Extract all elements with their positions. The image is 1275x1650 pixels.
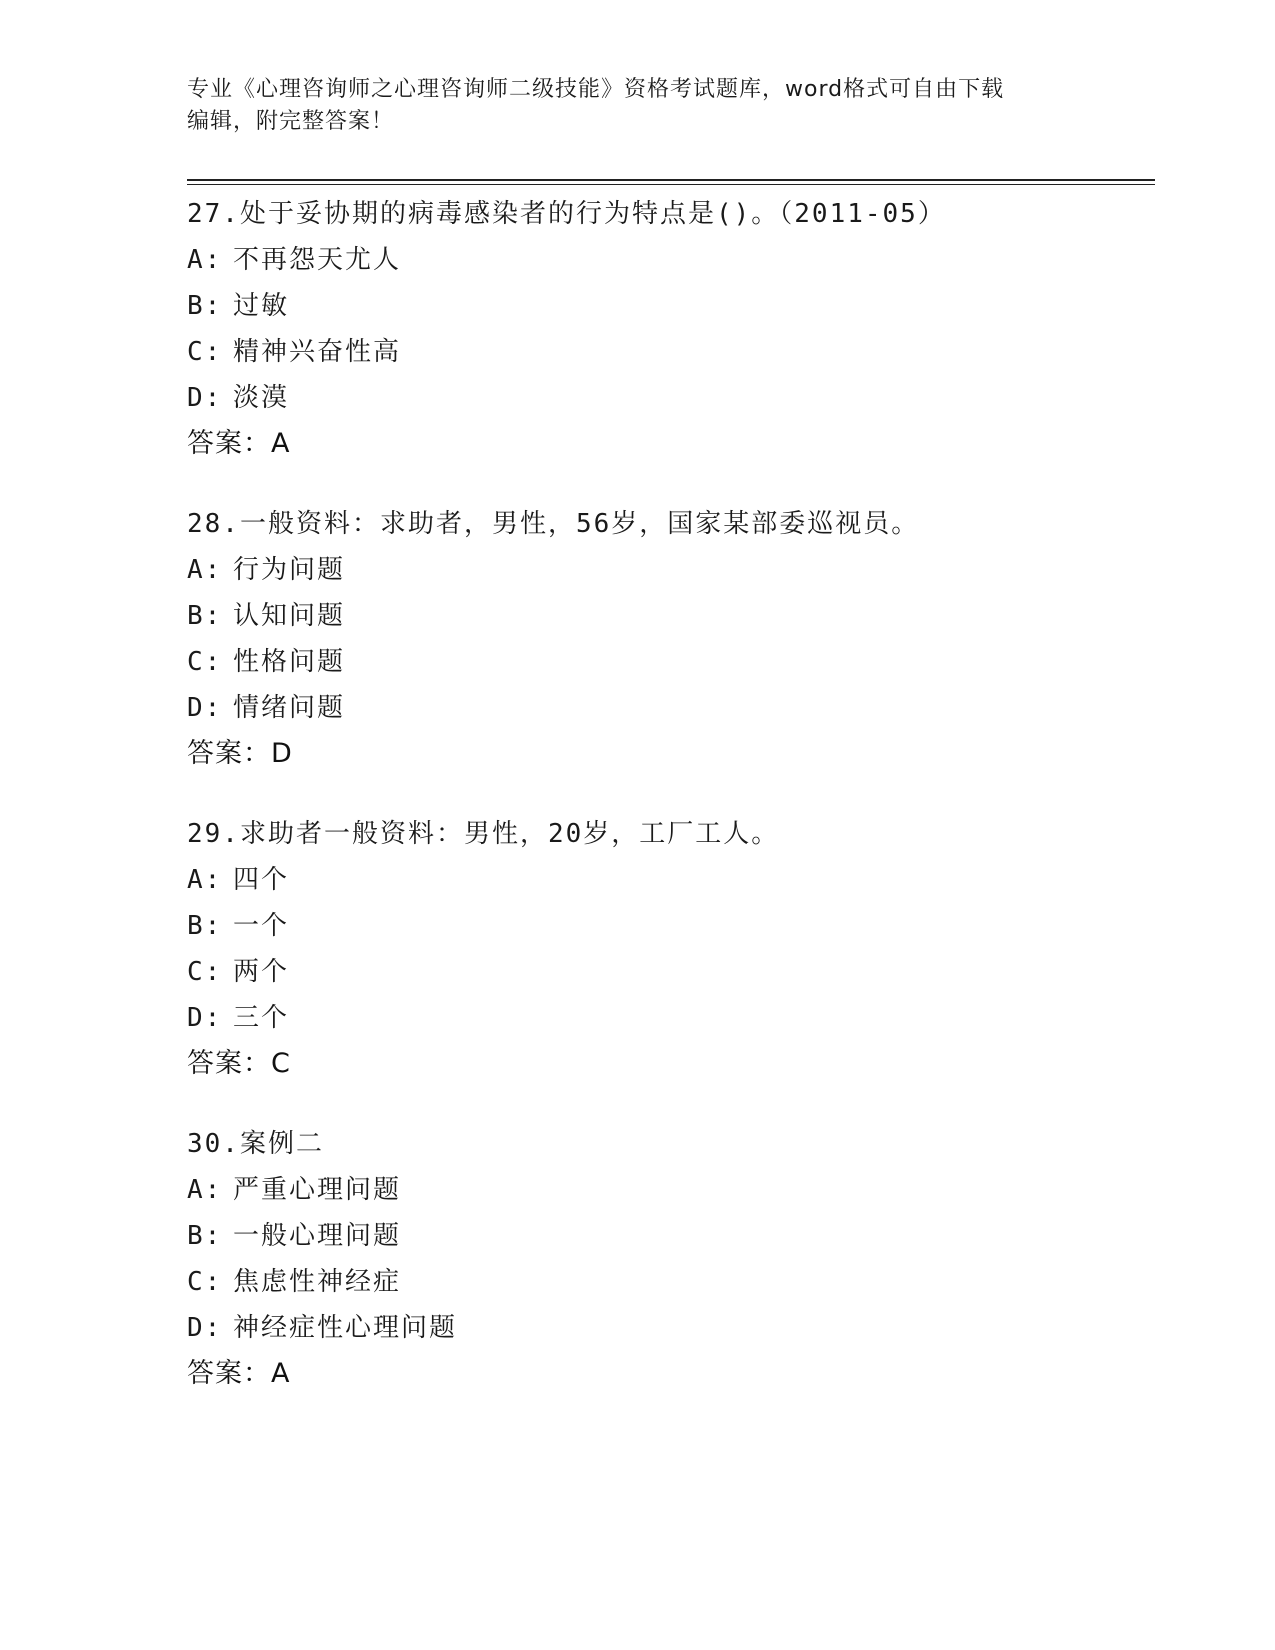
option-letter: B: [187,911,223,941]
option-d [187,685,1155,731]
option-c [187,639,1155,685]
option-text: 四个 [233,865,290,895]
option-text: 三个 [233,1003,290,1033]
question-stem: 28.一般资料：求助者，男性，56岁，国家某部委巡视员。 [187,509,920,539]
option-text: 一般心理问题 [233,1221,402,1251]
question-stem: 29.求助者一般资料：男性，20岁，工厂工人。 [187,819,780,849]
option-a [187,237,1155,283]
option-letter: D: [187,1003,223,1033]
answer-line: 答案：A [187,428,291,459]
document-header [187,74,1067,138]
option-b [187,593,1155,639]
option-c [187,949,1155,995]
option-letter: B: [187,1221,223,1251]
option-text: 一个 [233,911,290,941]
option-c [187,1259,1155,1305]
option-a [187,857,1155,903]
option-letter: C: [187,337,223,367]
option-a [187,547,1155,593]
answer-line: 答案：D [187,738,293,769]
header-line-2: 编辑，附完整答案！ [187,109,395,134]
option-letter: B: [187,291,223,321]
option-letter: D: [187,383,223,413]
option-text: 精神兴奋性高 [233,337,402,367]
option-a [187,1167,1155,1213]
option-text: 严重心理问题 [233,1175,402,1205]
option-text: 淡漠 [233,383,290,413]
option-letter: A: [187,865,223,895]
option-letter: A: [187,555,223,585]
question-list [187,191,1155,1431]
answer-line: 答案：A [187,1358,291,1389]
option-b [187,283,1155,329]
header-line-1: 专业《心理咨询师之心理咨询师二级技能》资格考试题库，word格式可自由下载 [187,77,1005,102]
option-c [187,329,1155,375]
option-letter: C: [187,1267,223,1297]
question-stem: 30.案例二 [187,1129,324,1159]
question-stem: 27.处于妥协期的病毒感染者的行为特点是()。（2011-05） [187,199,946,229]
option-d [187,1305,1155,1351]
option-text: 行为问题 [233,555,346,585]
option-text: 性格问题 [233,647,346,677]
header-divider-thick [187,179,1155,181]
option-b [187,903,1155,949]
question-30 [187,1121,1155,1397]
option-letter: D: [187,693,223,723]
option-text: 两个 [233,957,290,987]
header-divider-thin [187,184,1155,185]
option-d [187,995,1155,1041]
option-text: 过敏 [233,291,290,321]
option-text: 认知问题 [233,601,346,631]
option-letter: C: [187,957,223,987]
option-letter: C: [187,647,223,677]
option-b [187,1213,1155,1259]
option-letter: A: [187,245,223,275]
question-28 [187,501,1155,777]
question-27 [187,191,1155,467]
option-text: 不再怨天尤人 [233,245,402,275]
question-29 [187,811,1155,1087]
option-letter: A: [187,1175,223,1205]
option-text: 神经症性心理问题 [233,1313,458,1343]
answer-line: 答案：C [187,1048,291,1079]
option-letter: D: [187,1313,223,1343]
option-letter: B: [187,601,223,631]
option-d [187,375,1155,421]
option-text: 焦虑性神经症 [233,1267,402,1297]
option-text: 情绪问题 [233,693,346,723]
